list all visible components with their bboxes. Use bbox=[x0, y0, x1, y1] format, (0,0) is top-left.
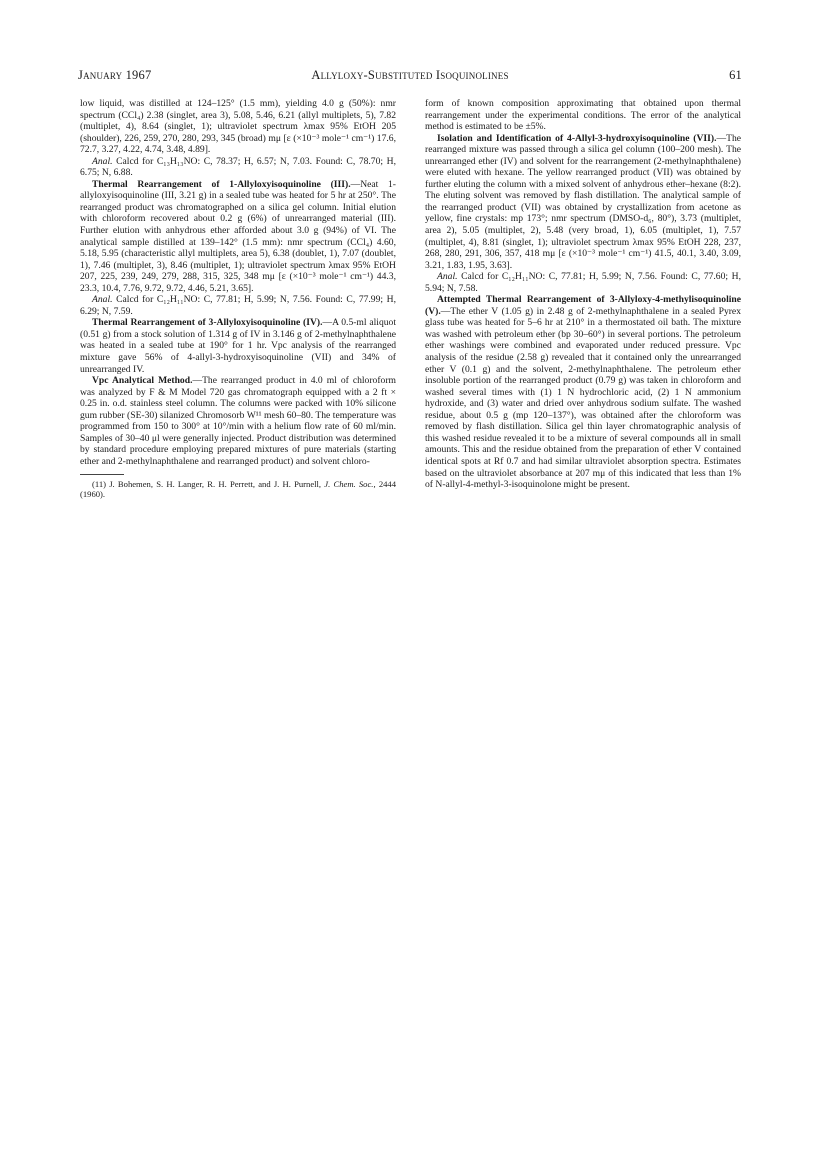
paragraph-analysis-2 bbox=[80, 294, 396, 317]
section-text-rearrangement-iii: —Neat 1-allyloxyisoquinoline (III, 3.21 g) in a sealed tube was heated for 5 hr at 250°. The rearranged product was chromatographed on a silica gel column. Initial elution with chloroform recovered about 0.2 g (6%) of unrearranged material (III). Further elution with anhydrous ether afforded about 3.0 g (94%) of VI. The analytical sample distilled at 139–142° (1.5 mm): nmr spectrum (CCl₄) 4.60, 5.18, 5.95 (characteristic allyl multiplets, area 5), 6.38 (doublet, 1), 7.07 (doublet, 1), 7.46 (multiplet, 3), 8.46 (multiplet, 1); ultraviolet spectrum λmax 95% EtOH 207, 225, 239, 249, 279, 288, 315, 325, 348 mμ [ε (×10⁻³ mole⁻¹ cm⁻¹) 44.3, 23.3, 10.4, 7.76, 9.72, 9.72, 4.46, 5.21, 3.65]. bbox=[80, 178, 396, 294]
paragraph-analysis-3 bbox=[425, 271, 741, 294]
anal-label: Anal. bbox=[92, 155, 113, 167]
section-text-isolation-vii: —The rearranged mixture was passed through a silica gel column (100–200 mesh). The unrearranged ether (IV) and solvent for the rearrangement (2-methylnaphthalene) were eluted with hexane. The yellow rearranged product (VII) was obtained by further eluting the column with a mixed solvent of anhydrous ether–hexane (8:2). The eluting solvent was removed by flash distillation. The analytical sample of the rearranged product (VII) was obtained by crystallization from acetone as yellow, fine crystals: mp 173°; nmr spectrum (DMSO-d₆, 80°), 3.73 (multiplet, area 2), 5.05 (multiplet, 2), 5.48 (very broad, 1), 6.05 (multiplet, 1), 7.57 (multiplet, 4), 8.81 (singlet, 1); ultraviolet spectrum λmax 95% EtOH 228, 237, 268, 280, 291, 306, 357, 418 mμ [ε (×10⁻³ mole⁻¹ cm⁻¹) 41.5, 40.1, 3.40, 3.09, 3.21, 1.83, 1.95, 3.63]. bbox=[425, 132, 741, 271]
paragraph-analysis-1 bbox=[80, 156, 396, 179]
paragraph-rearrangement-iii bbox=[80, 179, 396, 294]
running-header bbox=[78, 68, 742, 84]
anal-label: Anal. bbox=[92, 294, 113, 306]
paragraph-vpc-method bbox=[80, 375, 396, 467]
section-title-rearrangement-iii: Thermal Rearrangement of 1-Allyloxyisoquinoline (III). bbox=[92, 178, 351, 190]
anal-text: Calcd for C₁₃H₁₃NO: C, 78.37; H, 6.57; N, 7.03. Found: C, 78.70; H, 6.75; N, 6.88. bbox=[80, 155, 396, 179]
page-number: 61 bbox=[729, 68, 742, 82]
anal-text: Calcd for C₁₂H₁₁NO: C, 77.81; H, 5.99; N, 7.56. Found: C, 77.99; H, 6.29; N, 7.59. bbox=[80, 294, 396, 317]
anal-label: Anal. bbox=[437, 271, 458, 283]
section-title-vpc-method: Vpc Analytical Method. bbox=[92, 375, 193, 387]
section-text-vpc-method: —The rearranged product in 4.0 ml of chloroform was analyzed by F & M Model 720 gas chromatograph equipped with a 2 ft × 0.25 in. o.d. stainless steel column. The columns were packed with 10% silicone gum rubber (SE-30) silanized Chromosorb W¹¹ mesh 60–80. The temperature was programmed from 150 to 300° at 10°/min with a helium flow rate of 60 ml/min. Samples of 30–40 μl were generally injected. Product distribution was determined by standard procedure employing prepared mixtures of pure materials (starting ether and 2-methylnaphthalene and rearranged product) and solvent chloro- bbox=[80, 375, 396, 467]
footnote-11 bbox=[80, 479, 396, 500]
paragraph-isolation-vii bbox=[425, 133, 741, 272]
footnote-journal: J. Chem. Soc. bbox=[324, 478, 374, 489]
header-date: January 1967 bbox=[78, 68, 152, 82]
header-title: Allyloxy-Substituted Isoquinolines bbox=[311, 68, 509, 82]
section-text-rearrangement-iv: —A 0.5-ml aliquot (0.51 g) from a stock solution of 1.314 g of IV in 3.146 g of 2-methylnaphthalene was heated in a sealed tube at 190° for 1 hr. Vpc analysis of the rearranged mixture gave 56% of 4-allyl-3-hydroxyisoquinoline (VII) and 34% of unrearranged IV. bbox=[80, 317, 396, 375]
right-column bbox=[425, 98, 741, 491]
anal-text: Calcd for C₁₂H₁₁NO: C, 77.81; H, 5.99; N, 7.56. Found: C, 77.60; H, 5.94; N, 7.58. bbox=[425, 271, 741, 294]
footnote-citation: , 2444 (1960). bbox=[80, 478, 397, 499]
section-title-isolation-vii: Isolation and Identification of 4-Allyl-3-hydroxyisoquinoline (VII). bbox=[437, 132, 717, 144]
footnote-authors: (11) J. Bohemen, S. H. Langer, R. H. Perrett, and J. H. Purnell, bbox=[92, 478, 325, 489]
section-title-attempted-rearrangement-v: Attempted Thermal Rearrangement of 3-Allyloxy-4-methylisoquinoline (V). bbox=[425, 294, 741, 317]
section-title-rearrangement-iv: Thermal Rearrangement of 3-Allyloxyisoquinoline (IV). bbox=[92, 317, 323, 329]
paragraph-distillation: low liquid, was distilled at 124–125° (1.5 mm), yielding 4.0 g (50%): nmr spectrum (CCl₄) 2.38 (singlet, area 3), 5.08, 5.46, 6.21 (allyl multiplets, 5), 7.82 (multiplet, 4), 8.64 (singlet, 1); ultraviolet spectrum λmax 95% EtOH 205 (shoulder), 226, 259, 270, 280, 293, 345 (broad) mμ [ε (×10⁻³ mole⁻¹ cm⁻¹) 17.6, 72.7, 3.27, 4.22, 4.74, 3.48, 4.89]. bbox=[80, 98, 396, 156]
paragraph-attempted-rearrangement-v bbox=[425, 294, 741, 490]
left-column bbox=[80, 98, 396, 499]
paragraph-rearrangement-iv bbox=[80, 317, 396, 375]
paragraph-error-estimate: form of known composition approximating that obtained upon thermal rearrangement under the experimental conditions. The error of the analytical method is estimated to be ±5%. bbox=[425, 98, 741, 133]
footnote-divider bbox=[80, 474, 124, 475]
section-text-attempted-rearrangement-v: —The ether V (1.05 g) in 2.48 g of 2-methylnaphthalene in a sealed Pyrex glass tube was heated for 5–6 hr at 210° in a thermostated oil bath. The mixture was washed with petroleum ether (bp 30–60°) in several portions. The petroleum ether washings were combined and evaporated under reduced pressure. Vpc analysis of the residue (2.58 g) revealed that it contained only the unrearranged ether V (0.1 g) and the solvent, 2-methylnaphthalene. The petroleum ether insoluble portion of the rearranged product (0.79 g) was taken in chloroform and washed several times with (1) 1 N hydrochloric acid, (2) 1 N ammonium hydroxide, and (3) water and dried over anhydrous sodium sulfate. The washed residue, about 0.5 g (mp 120–137°), was obtained after the chloroform was removed by flash distillation. Silica gel thin layer chromatographic analysis of this washed residue revealed it to be a mixture of several compounds all in small amounts. This and the residue obtained from the preparation of ether V contained identical spots at Rf 0.7 and had similar ultraviolet absorption spectra. Estimates based on the ultraviolet absorbance at 207 mμ of this indicated that less than 1% of N-allyl-4-methyl-3-isoquinolone might be present. bbox=[425, 305, 741, 491]
